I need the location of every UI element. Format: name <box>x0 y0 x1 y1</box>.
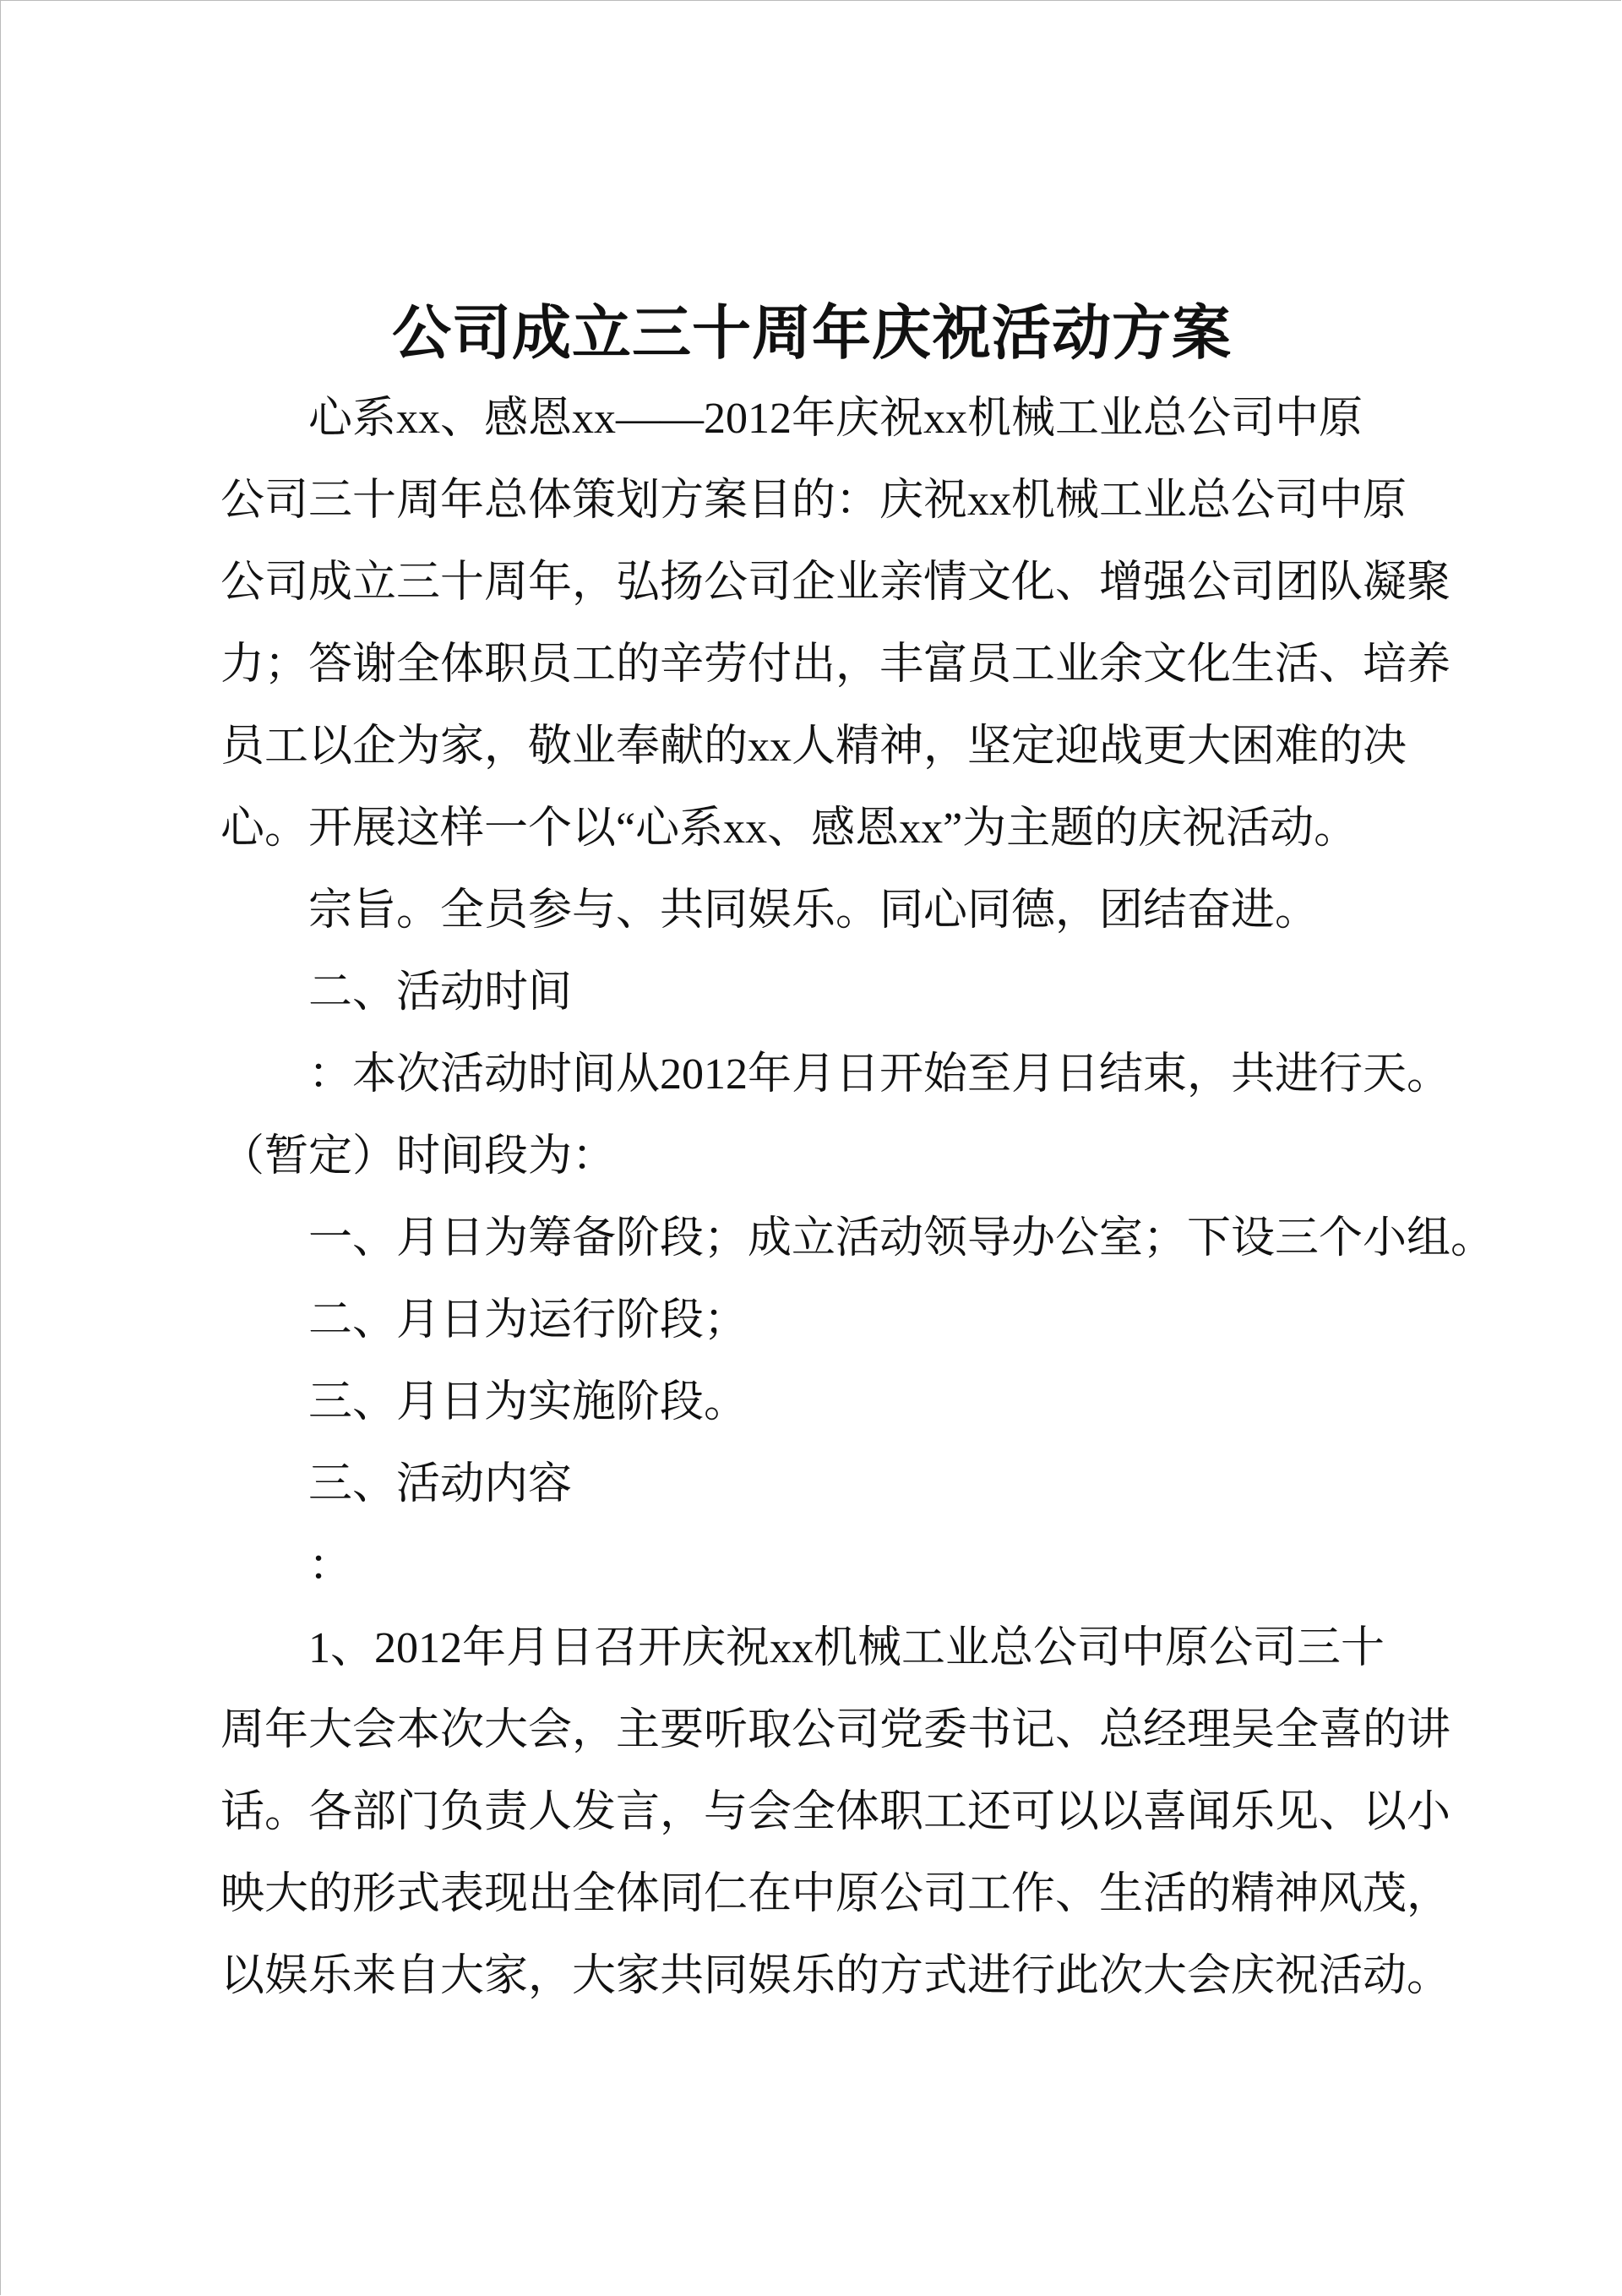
text-line: ： <box>308 1542 353 1590</box>
text-line: 映大的形式表现出全体同仁在中原公司工作、生活的精神风茂， <box>220 1870 1451 1918</box>
text-line: （暂定）时间段为： <box>220 1132 617 1181</box>
text-line: 三、活动内容 <box>308 1460 573 1508</box>
text-line: 1、2012年月日召开庆祝xx机械工业总公司中原公司三十 <box>308 1624 1385 1672</box>
document-title: 公司成立三十周年庆祝活动方案 <box>392 302 1232 367</box>
text-line: ：本次活动时间从2012年月日开始至月日结束，共进行天。 <box>308 1050 1451 1099</box>
text-line: 员工以企为家，敬业奉献的xx人精神，坚定迎战更大困难的决 <box>220 723 1407 771</box>
text-line: 三、月日为实施阶段。 <box>308 1378 748 1426</box>
text-line: 心系xx、感恩xx——2012年庆祝xx机械工业总公司中原 <box>308 395 1363 443</box>
text-line: 心。开展这样一个以“心系xx、感恩xx”为主题的庆祝活动。 <box>220 804 1358 853</box>
text-line: 宗旨。全员参与、共同娱乐。同心同德，团结奋进。 <box>308 886 1320 935</box>
text-line: 二、活动时间 <box>308 968 573 1017</box>
text-line: 力；答谢全体职员工的辛劳付出，丰富员工业余文化生活、培养 <box>220 641 1451 689</box>
text-line: 周年大会本次大会，主要听取公司党委书记、总经理吴全喜的讲 <box>220 1706 1451 1754</box>
text-line: 公司成立三十周年，弘扬公司企业亲情文化、增强公司团队凝聚 <box>220 559 1451 607</box>
text-line: 话。各部门负责人发言，与会全体职工还可以以喜闻乐见、以小 <box>220 1788 1451 1836</box>
text-line: 公司三十周年总体策划方案目的：庆祝xx机械工业总公司中原 <box>220 477 1407 525</box>
document-body <box>220 378 1494 2017</box>
text-line: 以娱乐来自大家，大家共同娱乐的方式进行此次大会庆祝活动。 <box>220 1952 1451 2000</box>
text-line: 二、月日为运行阶段； <box>308 1296 748 1344</box>
text-line: 一、月日为筹备阶段；成立活动领导办公室；下设三个小组。 <box>308 1214 1495 1263</box>
